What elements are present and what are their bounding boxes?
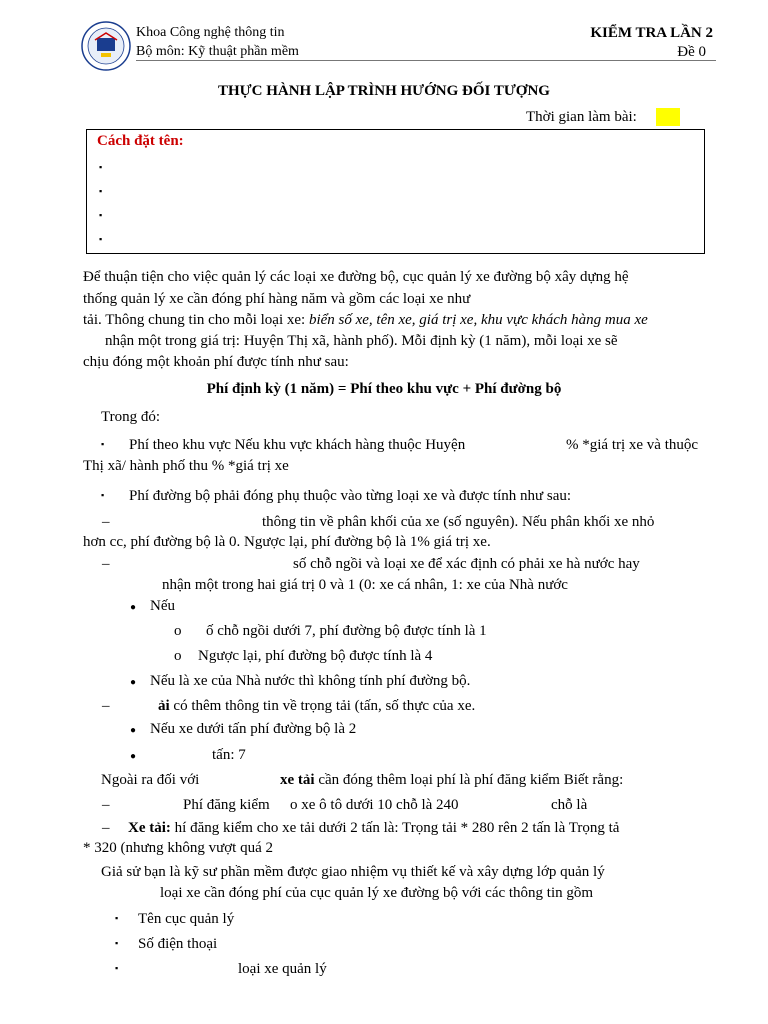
- area-fee-line-1: Phí theo khu vực Nếu khu vực khách hàng thuộc Huyện: [129, 437, 466, 453]
- moto-line-2: hơn cc, phí đường bộ là 0. Ngược lại, phí đường bộ là 1% giá trị xe.: [83, 534, 491, 550]
- truck-b: tấn: 7: [212, 747, 246, 763]
- header-divider: [136, 60, 716, 61]
- dash-insp-truck: –: [102, 820, 110, 836]
- page-title: THỰC HÀNH LẬP TRÌNH HƯỚNG ĐỐI TƯỢNG: [218, 83, 550, 99]
- car-if-a: ố chỗ ngồi dưới 7, phí đường bộ được tính là 1: [206, 623, 487, 639]
- list-bullet: ▪: [115, 913, 119, 923]
- road-fee-intro: Phí đường bộ phải đóng phụ thuộc vào từng loại xe và được tính như sau:: [129, 488, 572, 504]
- list-item-1: Tên cục quản lý: [138, 911, 235, 927]
- dash-car: –: [102, 556, 110, 572]
- department-name: Bộ môn: Kỹ thuật phần mềm: [136, 44, 299, 59]
- moto-line-1: thông tin về phân khối của xe (số nguyên). Nếu phân khối xe nhỏ: [262, 514, 655, 530]
- intro-line-1: Để thuận tiện cho việc quản lý các loại xe đường bộ, cục quản lý xe đường bộ xây dựng hệ: [83, 269, 629, 285]
- truck-line: ải có thêm thông tin về trọng tải (tấn, số thực của xe.: [158, 698, 476, 714]
- insp-truck-line: Xe tải: hí đăng kiểm cho xe tải dưới 2 tấn là: Trọng tải * 280 rên 2 tấn là Trọng tả: [128, 820, 620, 836]
- intro-line-5: chịu đóng một khoản phí được tính như sau:: [83, 354, 349, 370]
- insp-car-c: chỗ là: [551, 797, 588, 813]
- list-bullet: ▪: [115, 963, 119, 973]
- car-if-label: Nếu: [150, 598, 175, 614]
- car-state-bullet: ●: [130, 677, 137, 688]
- dash-insp-car: –: [102, 797, 110, 813]
- faculty-name: Khoa Công nghệ thông tin: [136, 25, 285, 40]
- exam-version: Đề 0: [677, 44, 706, 60]
- car-line-1: số chỗ ngồi và loại xe để xác định có phải xe hà nước hay: [293, 556, 640, 572]
- intro-line-4: nhận một trong giá trị: Huyện Thị xã, hành phố). Mỗi định kỳ (1 năm), mỗi loại xe sẽ: [105, 333, 618, 349]
- naming-bullet: ▪: [99, 234, 103, 244]
- list-item-2: Số điện thoại: [138, 936, 218, 952]
- fee-formula: Phí định kỳ (1 năm) = Phí theo khu vực + Phí đường bộ: [206, 381, 562, 397]
- naming-bullet: ▪: [99, 186, 103, 196]
- truck-b-bullet: ●: [130, 751, 137, 762]
- insp-truck-line-2: * 320 (nhưng không vượt quá 2: [83, 840, 274, 856]
- university-logo: [80, 20, 132, 72]
- area-fee-line-1-end: % *giá trị xe và thuộc: [566, 437, 699, 453]
- extra-fee-a: Ngoài ra đối với: [101, 772, 200, 788]
- trong-do-label: Trong đó:: [101, 409, 161, 425]
- car-if-a-bullet: o: [174, 623, 182, 639]
- intro-line-2: thống quản lý xe cần đóng phí hàng năm và gồm các loại xe như: [83, 291, 471, 307]
- naming-bullet: ▪: [99, 210, 103, 220]
- insp-car-a: Phí đăng kiểm: [183, 797, 270, 813]
- naming-bullet: ▪: [99, 162, 103, 172]
- extra-fee-line: xe tải cần đóng thêm loại phí là phí đăng kiểm Biết rằng:: [280, 772, 624, 788]
- car-state: Nếu là xe của Nhà nước thì không tính phí đường bộ.: [150, 673, 471, 689]
- car-line-2: nhận một trong hai giá trị 0 và 1 (0: xe cá nhân, 1: xe của Nhà nước: [162, 577, 568, 593]
- task-line-1: Giả sử bạn là kỹ sư phần mềm được giao nhiệm vụ thiết kế và xây dựng lớp quản lý: [101, 864, 605, 880]
- list-bullet: ▪: [115, 938, 119, 948]
- dash-truck: –: [102, 698, 110, 714]
- task-line-2: loại xe cần đóng phí của cục quản lý xe đường bộ với các thông tin gồm: [160, 885, 594, 901]
- road-fee-bullet: ▪: [101, 490, 105, 500]
- naming-heading: Cách đặt tên:: [97, 133, 184, 149]
- time-label: Thời gian làm bài:: [526, 109, 637, 125]
- time-highlight: [656, 108, 680, 126]
- truck-a-bullet: ●: [130, 725, 137, 736]
- area-fee-bullet: ▪: [101, 439, 105, 449]
- list-item-3: loại xe quản lý: [238, 961, 327, 977]
- intro-line-3: tải. Thông chung tin cho mỗi loại xe: biển số xe, tên xe, giá trị xe, khu vực khách hàng mua xe: [83, 312, 648, 328]
- exam-title: KIỂM TRA LẦN 2: [590, 25, 713, 41]
- truck-a: Nếu xe dưới tấn phí đường bộ là 2: [150, 721, 357, 737]
- area-fee-line-2: Thị xã/ hành phố thu % *giá trị xe: [83, 458, 289, 474]
- car-if-bullet: ●: [130, 602, 137, 613]
- insp-car-b: o xe ô tô dưới 10 chỗ là 240: [290, 797, 459, 813]
- car-if-b: Ngược lại, phí đường bộ được tính là 4: [198, 648, 433, 664]
- dash-moto: –: [102, 514, 110, 530]
- car-if-b-bullet: o: [174, 648, 182, 664]
